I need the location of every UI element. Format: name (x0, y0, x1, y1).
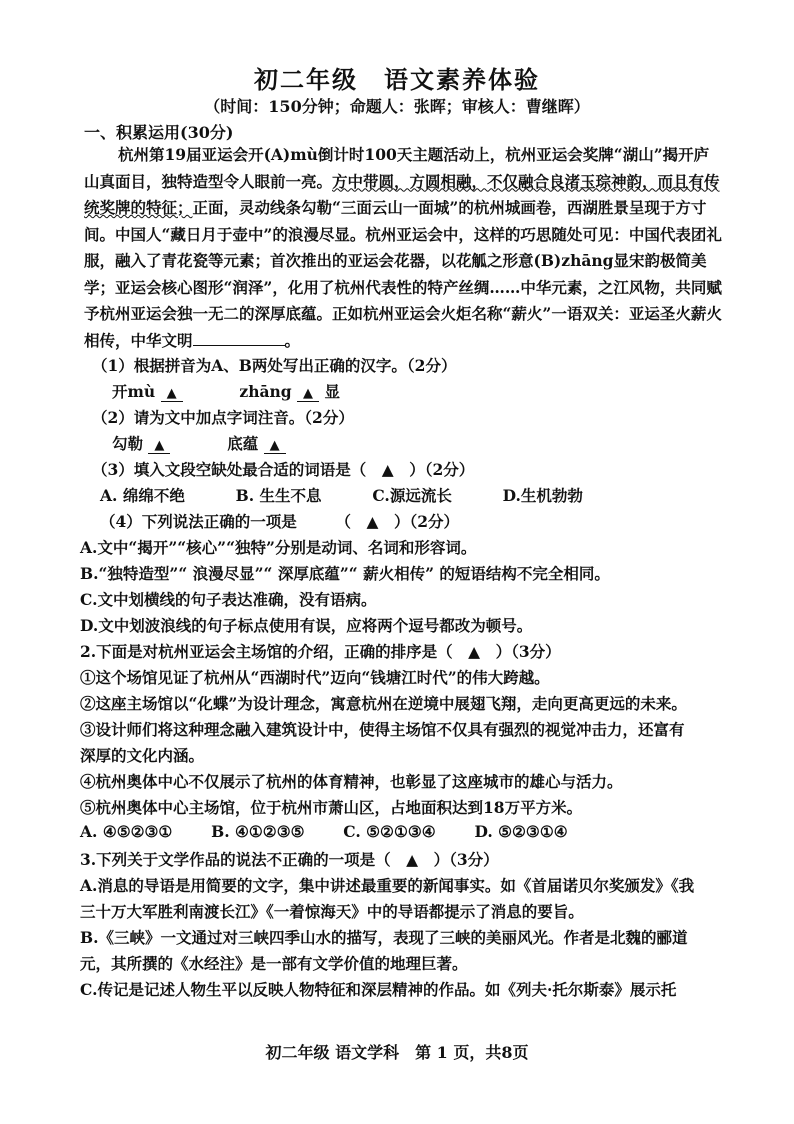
question-1-1: （1）根据拼音为A、B两处写出正确的汉字。（2分） (92, 356, 457, 375)
exam-info: （时间：150分钟；命题人：张晖；审核人：曹继晖） (204, 97, 590, 116)
blank-b-label: zhāng (239, 382, 292, 401)
q3-option-a-line1: A.消息的导语是用简要的文字，集中讲述最重要的新闻事实。如《首届诺贝尔奖颁发》《我 (80, 876, 695, 895)
blank-pinyin-b (264, 434, 286, 454)
answer-blank (193, 331, 285, 346)
blank-a-label: 开mù (112, 382, 156, 401)
question-1-3: （3）填入文段空缺处最合适的词语是（ ▲ ）（2分） (92, 460, 475, 479)
sentence-5: ⑤杭州奥体中心主场馆，位于杭州市萧山区，占地面积达到18万平方米。 (80, 798, 583, 817)
q3-option-c-line1: C.传记是记述人物生平以反映人物特征和深层精神的作品。如《列夫·托尔斯泰》展示托 (80, 980, 677, 999)
triangle-icon: ▲ (166, 386, 177, 401)
passage-part-2: 正面，灵动线条勾勒“三面云山一面城”的杭州城画卷，西湖胜景呈现于方寸间。中国人“藏日月于壶中”的浪漫尽显。杭州亚运会中，这样的巧思随处可见：中国代表团礼服，融入了青花瓷等元素；首次推出的亚运会花器，以花觚之形意(B)zhāng显宋韵极简美学；亚运会核心图形“润泽”，化用了杭州代表性的特产丝绸……中华元素，之江风物，共同赋予杭州亚运会独一无二的深厚底蕴。正如杭州亚运会火炬名称“薪火”一语双关：亚运圣火薪火相传，中华文明 (84, 198, 722, 350)
q4-option-c: C.文中划横线的句子表达准确，没有语病。 (80, 590, 377, 609)
q4-option-d: D.文中划波浪线的句子标点使用有误，应将两个逗号都改为顿号。 (80, 616, 533, 635)
question-1-2-blanks (112, 432, 286, 454)
passage-part-1: 杭州第19届亚运会开(A)mù倒计时100天主题活动上，杭州亚运会奖牌“湖山”揭开庐山真面目，独特造型令人眼前一亮。 (84, 145, 710, 191)
question-1-4: （4）下列说法正确的一项是 （ ▲ ）（2分） (100, 512, 459, 531)
sentence-2: ②这座主场馆以“化蝶”为设计理念，寓意杭州在逆境中展翅飞翔，走向更高更远的未来。 (80, 694, 687, 713)
q3-option-b-line1: B.《三峡》一文通过对三峡四季山水的描写，表现了三峡的美丽风光。作者是北魏的郦道 (80, 928, 688, 947)
sentence-3-cont: 深厚的文化内涵。 (80, 746, 205, 765)
sentence-3: ③设计师们将这种理念融入建筑设计中，使得主场馆不仅具有强烈的视觉冲击力，还富有 (80, 720, 685, 739)
option-b: B. 生生不息 (235, 486, 322, 505)
blank-a (161, 382, 183, 402)
page-title: 初二年级 语文素养体验 (254, 65, 540, 94)
option-d: D.生机勃勃 (502, 486, 583, 505)
blank-b (297, 382, 319, 402)
question-2: 2.下面是对杭州亚运会主场馆的介绍，正确的排序是（ ▲ ）（3分） (80, 642, 561, 661)
triangle-icon: ▲ (269, 438, 280, 453)
sentence-1: ①这个场馆见证了杭州从“西湖时代”迈向“钱塘江时代”的伟大跨越。 (80, 668, 550, 687)
word-b: 底蕴 (227, 434, 259, 453)
option-c: C. ⑤②①③④ (343, 822, 436, 841)
q4-option-b: B.“独特造型”“ 浪漫尽显”“ 深厚底蕴”“ 薪火相传” 的短语结构不完全相同。 (80, 564, 610, 583)
passage (84, 142, 724, 354)
page-footer: 初二年级 语文学科 第 1 页，共8页 (265, 1043, 529, 1062)
q2-options (80, 822, 568, 841)
option-d: D. ⑤②③①④ (474, 822, 568, 841)
q3-option-b-line2: 元，其所撰的《水经注》是一部有文学价值的地理巨著。 (80, 954, 468, 973)
q4-option-a: A.文中“揭开”“核心”“独特”分别是动词、名词和形容词。 (80, 538, 477, 557)
underlined-sentence: 方中带圆，方圆相融，不仅融合良渚玉琮神韵，而且有传统奖牌的特征； (84, 171, 720, 217)
blank-b-suffix: 显 (324, 382, 340, 401)
triangle-icon: ▲ (154, 438, 165, 453)
option-c: C.源远流长 (372, 486, 452, 505)
question-1-1-blanks (112, 380, 340, 402)
word-a: 勾勒 (112, 434, 144, 453)
option-b: B. ④①②③⑤ (211, 822, 305, 841)
triangle-icon: ▲ (303, 386, 314, 401)
question-1-2: （2）请为文中加点字词注音。（2分） (92, 408, 354, 427)
sentence-4: ④杭州奥体中心不仅展示了杭州的体育精神，也彰显了这座城市的雄心与活力。 (80, 772, 623, 791)
option-a: A. 绵绵不绝 (100, 486, 185, 505)
q3-options (100, 484, 583, 506)
question-3: 3.下列关于文学作品的说法不正确的一项是（ ▲ ）（3分） (80, 850, 499, 869)
q3-option-a-line2: 三十万大军胜利南渡长江》《一着惊海天》中的导语都提示了消息的要旨。 (80, 902, 584, 921)
blank-pinyin-a (148, 434, 170, 454)
option-a: A. ④⑤②③① (80, 822, 173, 841)
passage-end: 。 (284, 330, 301, 350)
section-heading: 一、积累运用(30分) (84, 123, 234, 142)
